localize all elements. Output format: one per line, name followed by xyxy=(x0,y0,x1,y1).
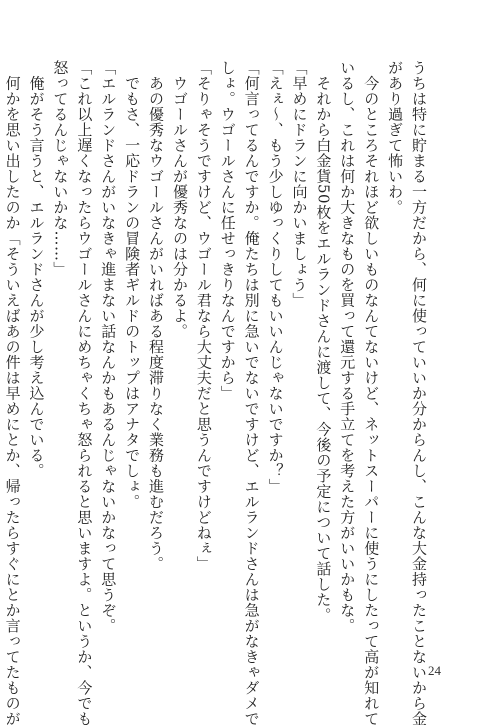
text-line-7: 「えぇ～、もう少しゆっくりしてもいいんじゃないですか？」 xyxy=(266,60,285,494)
body-text xyxy=(0,60,430,727)
text-line-1: うちは特に貯まる一方だから、何に使っていいか分からんし、こんな大金持ったことないから金 xyxy=(410,60,428,727)
text-line-6: 「早めにドランに向かいましょう」 xyxy=(290,60,309,308)
text-line-15: 「これ以上遅くなったらウゴールさんにめちゃくちゃ怒られると思いますよ。というか、今でも xyxy=(75,60,94,727)
text-line-12: あの優秀なウゴールさんがいればある程度滞りなく業務も進むだろう。 xyxy=(147,60,166,572)
text-line-18: 何かを思い出したのか「そういえばあの件は早めにとか、帰ったらすぐにとか言ってたものが xyxy=(3,60,22,727)
text-line-9: しょ。ウゴールさんに任せっきりなんですから」 xyxy=(218,60,237,401)
text-line-17: 俺がそう言うと、エルランドさんが少し考え込んでいる。 xyxy=(27,60,46,479)
text-line-3: 今のところそれほど欲しいものなんてないけど、ネットスーパーに使うにしたって高が知れて xyxy=(362,60,381,727)
text-line-4: いるし、これは何か大きなものを買って還元する手立てを考えた方がいいかもな。 xyxy=(338,60,357,634)
text-line-14: 「エルランドさんがいなきゃ進まない話なんかもあるんじゃないかなって思うぞ。 xyxy=(99,60,118,634)
text-line-5: それから白金貨50枚をエルランドさんに渡して、今後の予定について話した。 xyxy=(314,60,333,623)
text-line-11: ウゴールさんが優秀なのは分かるよ。 xyxy=(170,60,189,339)
text-line-13: でもさ、一応ドランの冒険者ギルドのトップはアナタでしょ。 xyxy=(123,60,142,510)
text-line-16: 怒ってるんじゃないかな……」 xyxy=(51,60,70,277)
text-line-10: 「そりゃそうですけど、ウゴール君なら大丈夫だと思うんですけどねぇ」 xyxy=(194,60,213,572)
text-line-2: があり過ぎて怖いわ。 xyxy=(386,60,405,215)
page-number: 24 xyxy=(428,663,441,678)
text-line-8: 「何言ってるんですか。俺たちは別に急いでないですけど、エルランドさんは急がなきゃダメで xyxy=(242,60,261,727)
